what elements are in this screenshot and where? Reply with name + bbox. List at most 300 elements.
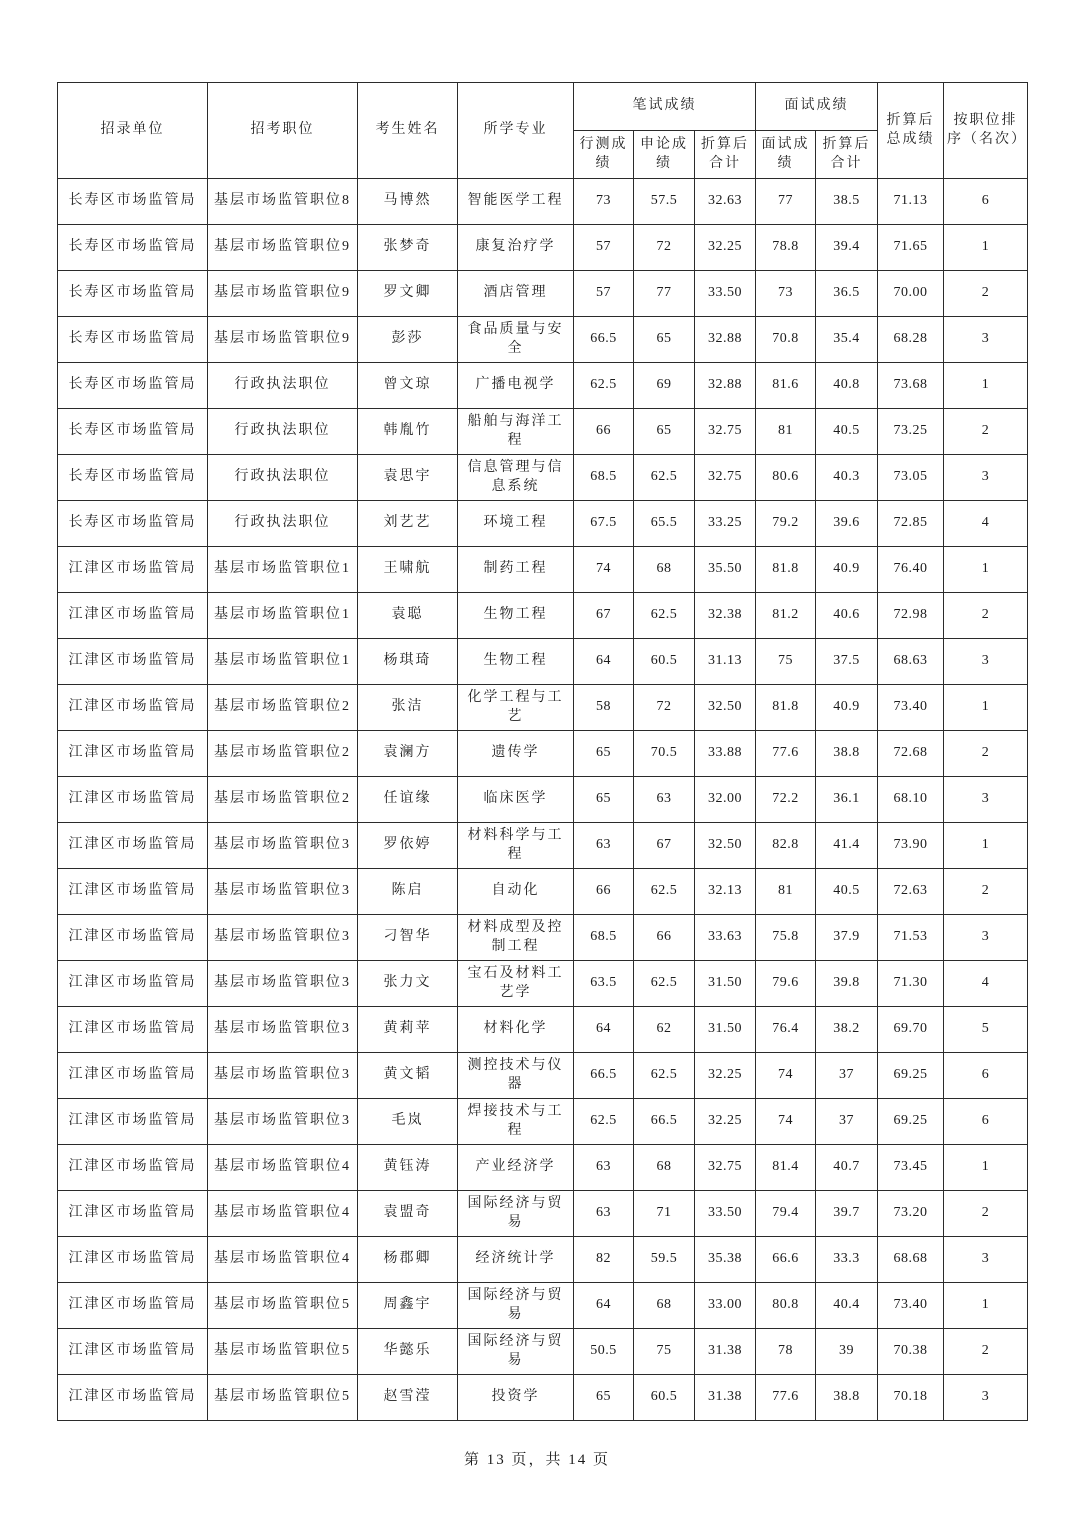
cell-interview-score: 76.4 [756,1007,816,1053]
cell-xingce-score: 64 [574,1283,634,1329]
cell-position: 基层市场监管职位3 [208,961,358,1007]
cell-interview-score: 74 [756,1053,816,1099]
header-written-group: 笔试成绩 [574,83,756,131]
table-row [58,1145,1028,1191]
cell-interview-converted: 37.9 [816,915,878,961]
cell-rank: 4 [944,501,1028,547]
cell-rank: 2 [944,1329,1028,1375]
cell-total-converted: 69.25 [878,1099,944,1145]
cell-interview-converted: 40.4 [816,1283,878,1329]
cell-xingce-score: 57 [574,225,634,271]
cell-rank: 1 [944,823,1028,869]
cell-xingce-score: 62.5 [574,363,634,409]
cell-major: 食品质量与安全 [458,317,574,363]
cell-xingce-score: 66.5 [574,1053,634,1099]
cell-shenlun-score: 60.5 [634,639,695,685]
cell-rank: 3 [944,639,1028,685]
cell-total-converted: 68.63 [878,639,944,685]
table-row [58,317,1028,363]
cell-unit: 长寿区市场监管局 [58,271,208,317]
cell-xingce-score: 66 [574,409,634,455]
cell-major: 材料化学 [458,1007,574,1053]
header-interview-score: 面试成绩 [756,131,816,179]
table-row [58,777,1028,823]
cell-candidate-name: 曾文琼 [358,363,458,409]
cell-major: 国际经济与贸易 [458,1283,574,1329]
cell-unit: 江津区市场监管局 [58,1283,208,1329]
cell-interview-converted: 40.5 [816,409,878,455]
cell-rank: 2 [944,1191,1028,1237]
cell-unit: 长寿区市场监管局 [58,409,208,455]
cell-unit: 江津区市场监管局 [58,1099,208,1145]
cell-unit: 江津区市场监管局 [58,731,208,777]
table-row [58,639,1028,685]
cell-total-converted: 72.85 [878,501,944,547]
cell-rank: 1 [944,1145,1028,1191]
table-row [58,179,1028,225]
cell-major: 康复治疗学 [458,225,574,271]
table-row [58,961,1028,1007]
cell-written-total: 32.38 [695,593,756,639]
cell-shenlun-score: 62.5 [634,961,695,1007]
cell-rank: 3 [944,1237,1028,1283]
cell-shenlun-score: 69 [634,363,695,409]
cell-unit: 江津区市场监管局 [58,823,208,869]
cell-total-converted: 76.40 [878,547,944,593]
cell-total-converted: 73.40 [878,1283,944,1329]
cell-xingce-score: 66 [574,869,634,915]
table-row [58,1329,1028,1375]
cell-interview-score: 82.8 [756,823,816,869]
table-row [58,409,1028,455]
cell-major: 材料科学与工程 [458,823,574,869]
cell-written-total: 31.50 [695,961,756,1007]
cell-written-total: 32.25 [695,1053,756,1099]
cell-shenlun-score: 62 [634,1007,695,1053]
cell-rank: 2 [944,271,1028,317]
cell-position: 基层市场监管职位9 [208,317,358,363]
cell-candidate-name: 刘艺艺 [358,501,458,547]
cell-rank: 3 [944,1375,1028,1421]
header-total-converted: 折算后总成绩 [878,83,944,179]
cell-candidate-name: 袁思宇 [358,455,458,501]
cell-interview-converted: 40.9 [816,685,878,731]
cell-xingce-score: 63 [574,823,634,869]
cell-total-converted: 71.53 [878,915,944,961]
cell-interview-score: 81.6 [756,363,816,409]
table-row [58,1191,1028,1237]
cell-candidate-name: 罗依婷 [358,823,458,869]
cell-shenlun-score: 62.5 [634,593,695,639]
cell-candidate-name: 华懿乐 [358,1329,458,1375]
cell-candidate-name: 张梦奇 [358,225,458,271]
cell-interview-score: 75 [756,639,816,685]
cell-xingce-score: 65 [574,1375,634,1421]
cell-interview-score: 70.8 [756,317,816,363]
cell-major: 遗传学 [458,731,574,777]
cell-total-converted: 73.05 [878,455,944,501]
cell-interview-converted: 40.9 [816,547,878,593]
cell-candidate-name: 黄莉苹 [358,1007,458,1053]
cell-interview-converted: 37 [816,1099,878,1145]
cell-shenlun-score: 71 [634,1191,695,1237]
cell-candidate-name: 杨琪琦 [358,639,458,685]
table-row [58,225,1028,271]
cell-shenlun-score: 66 [634,915,695,961]
cell-shenlun-score: 63 [634,777,695,823]
cell-major: 经济统计学 [458,1237,574,1283]
cell-interview-converted: 37 [816,1053,878,1099]
cell-shenlun-score: 66.5 [634,1099,695,1145]
cell-major: 环境工程 [458,501,574,547]
cell-shenlun-score: 72 [634,225,695,271]
cell-rank: 3 [944,915,1028,961]
cell-interview-score: 78.8 [756,225,816,271]
cell-candidate-name: 黄文韬 [358,1053,458,1099]
cell-candidate-name: 陈启 [358,869,458,915]
cell-unit: 江津区市场监管局 [58,639,208,685]
header-shenlun: 申论成绩 [634,131,695,179]
table-row [58,1375,1028,1421]
page-number-footer: 第 13 页，共 14 页 [463,1452,610,1468]
cell-rank: 2 [944,409,1028,455]
cell-major: 酒店管理 [458,271,574,317]
cell-rank: 3 [944,777,1028,823]
cell-candidate-name: 王啸航 [358,547,458,593]
table-row [58,1237,1028,1283]
cell-written-total: 33.63 [695,915,756,961]
table-row [58,869,1028,915]
score-table [57,82,1028,1421]
cell-position: 基层市场监管职位1 [208,639,358,685]
cell-rank: 4 [944,961,1028,1007]
cell-interview-score: 74 [756,1099,816,1145]
cell-xingce-score: 63 [574,1145,634,1191]
header-rank: 按职位排序（名次） [944,83,1028,179]
cell-position: 基层市场监管职位1 [208,547,358,593]
cell-position: 基层市场监管职位1 [208,593,358,639]
cell-interview-score: 81 [756,409,816,455]
cell-position: 基层市场监管职位3 [208,869,358,915]
cell-interview-converted: 33.3 [816,1237,878,1283]
header-major: 所学专业 [458,83,574,179]
cell-rank: 1 [944,225,1028,271]
cell-total-converted: 73.40 [878,685,944,731]
cell-major: 宝石及材料工艺学 [458,961,574,1007]
cell-total-converted: 71.13 [878,179,944,225]
cell-xingce-score: 57 [574,271,634,317]
table-row [58,501,1028,547]
cell-interview-score: 79.6 [756,961,816,1007]
cell-major: 生物工程 [458,639,574,685]
cell-position: 基层市场监管职位3 [208,1053,358,1099]
table-row [58,915,1028,961]
cell-interview-converted: 41.4 [816,823,878,869]
cell-rank: 2 [944,593,1028,639]
cell-candidate-name: 赵雪滢 [358,1375,458,1421]
cell-total-converted: 68.10 [878,777,944,823]
cell-major: 焊接技术与工程 [458,1099,574,1145]
cell-interview-score: 81.8 [756,685,816,731]
cell-position: 行政执法职位 [208,455,358,501]
cell-candidate-name: 马博然 [358,179,458,225]
cell-written-total: 32.75 [695,455,756,501]
cell-rank: 6 [944,179,1028,225]
cell-major: 国际经济与贸易 [458,1329,574,1375]
cell-xingce-score: 64 [574,1007,634,1053]
cell-major: 信息管理与信息系统 [458,455,574,501]
cell-xingce-score: 68.5 [574,915,634,961]
cell-candidate-name: 袁澜方 [358,731,458,777]
cell-written-total: 33.88 [695,731,756,777]
cell-xingce-score: 82 [574,1237,634,1283]
cell-candidate-name: 毛岚 [358,1099,458,1145]
cell-interview-score: 81.8 [756,547,816,593]
cell-position: 行政执法职位 [208,409,358,455]
cell-written-total: 35.50 [695,547,756,593]
table-row [58,685,1028,731]
cell-position: 基层市场监管职位8 [208,179,358,225]
cell-interview-score: 77.6 [756,731,816,777]
cell-xingce-score: 65 [574,777,634,823]
cell-unit: 江津区市场监管局 [58,685,208,731]
cell-xingce-score: 65 [574,731,634,777]
cell-xingce-score: 63.5 [574,961,634,1007]
cell-interview-score: 77.6 [756,1375,816,1421]
cell-unit: 江津区市场监管局 [58,547,208,593]
cell-major: 船舶与海洋工程 [458,409,574,455]
cell-unit: 江津区市场监管局 [58,915,208,961]
header-row-groups [58,83,1028,131]
cell-rank: 6 [944,1099,1028,1145]
cell-total-converted: 72.98 [878,593,944,639]
table-row [58,1099,1028,1145]
cell-candidate-name: 袁聪 [358,593,458,639]
cell-written-total: 32.75 [695,409,756,455]
cell-shenlun-score: 67 [634,823,695,869]
cell-unit: 江津区市场监管局 [58,777,208,823]
cell-written-total: 32.75 [695,1145,756,1191]
cell-position: 行政执法职位 [208,363,358,409]
cell-total-converted: 70.38 [878,1329,944,1375]
cell-candidate-name: 韩胤竹 [358,409,458,455]
cell-total-converted: 70.00 [878,271,944,317]
cell-unit: 江津区市场监管局 [58,1375,208,1421]
cell-total-converted: 69.25 [878,1053,944,1099]
cell-written-total: 33.25 [695,501,756,547]
cell-interview-score: 79.4 [756,1191,816,1237]
cell-interview-converted: 39.7 [816,1191,878,1237]
cell-candidate-name: 罗文卿 [358,271,458,317]
cell-written-total: 33.50 [695,1191,756,1237]
cell-total-converted: 72.68 [878,731,944,777]
cell-rank: 3 [944,455,1028,501]
cell-position: 基层市场监管职位3 [208,1007,358,1053]
cell-unit: 长寿区市场监管局 [58,363,208,409]
cell-shenlun-score: 75 [634,1329,695,1375]
cell-interview-converted: 38.2 [816,1007,878,1053]
cell-rank: 2 [944,869,1028,915]
cell-rank: 5 [944,1007,1028,1053]
cell-candidate-name: 张力文 [358,961,458,1007]
cell-xingce-score: 73 [574,179,634,225]
cell-rank: 1 [944,685,1028,731]
cell-written-total: 32.50 [695,823,756,869]
table-row [58,1283,1028,1329]
cell-major: 智能医学工程 [458,179,574,225]
table-row [58,455,1028,501]
cell-interview-converted: 39.4 [816,225,878,271]
cell-unit: 长寿区市场监管局 [58,455,208,501]
cell-total-converted: 71.30 [878,961,944,1007]
cell-major: 临床医学 [458,777,574,823]
cell-written-total: 32.25 [695,225,756,271]
cell-major: 测控技术与仪器 [458,1053,574,1099]
cell-interview-converted: 40.5 [816,869,878,915]
cell-candidate-name: 袁盟奇 [358,1191,458,1237]
cell-candidate-name: 彭莎 [358,317,458,363]
cell-xingce-score: 62.5 [574,1099,634,1145]
cell-total-converted: 73.90 [878,823,944,869]
cell-interview-score: 78 [756,1329,816,1375]
cell-rank: 1 [944,363,1028,409]
cell-xingce-score: 66.5 [574,317,634,363]
table-row [58,271,1028,317]
cell-shenlun-score: 60.5 [634,1375,695,1421]
cell-shenlun-score: 65.5 [634,501,695,547]
cell-interview-score: 66.6 [756,1237,816,1283]
cell-total-converted: 73.68 [878,363,944,409]
cell-interview-converted: 36.1 [816,777,878,823]
header-unit: 招录单位 [58,83,208,179]
cell-position: 基层市场监管职位3 [208,915,358,961]
cell-written-total: 35.38 [695,1237,756,1283]
cell-major: 投资学 [458,1375,574,1421]
cell-written-total: 32.25 [695,1099,756,1145]
cell-shenlun-score: 62.5 [634,1053,695,1099]
cell-xingce-score: 67.5 [574,501,634,547]
cell-interview-converted: 35.4 [816,317,878,363]
cell-interview-score: 80.8 [756,1283,816,1329]
table-body [58,179,1028,1421]
cell-position: 基层市场监管职位9 [208,225,358,271]
cell-interview-converted: 38.8 [816,1375,878,1421]
cell-xingce-score: 67 [574,593,634,639]
header-written-total: 折算后合计 [695,131,756,179]
table-row [58,1053,1028,1099]
table-row [58,547,1028,593]
cell-candidate-name: 周鑫宇 [358,1283,458,1329]
cell-unit: 长寿区市场监管局 [58,501,208,547]
cell-position: 基层市场监管职位5 [208,1329,358,1375]
cell-interview-converted: 40.7 [816,1145,878,1191]
table-header [58,83,1028,179]
cell-interview-score: 80.6 [756,455,816,501]
cell-position: 基层市场监管职位2 [208,731,358,777]
cell-position: 基层市场监管职位3 [208,823,358,869]
cell-major: 生物工程 [458,593,574,639]
cell-position: 基层市场监管职位5 [208,1375,358,1421]
cell-interview-score: 81.4 [756,1145,816,1191]
cell-written-total: 33.50 [695,271,756,317]
cell-unit: 江津区市场监管局 [58,869,208,915]
cell-xingce-score: 68.5 [574,455,634,501]
cell-interview-converted: 38.8 [816,731,878,777]
cell-candidate-name: 杨郡卿 [358,1237,458,1283]
cell-xingce-score: 63 [574,1191,634,1237]
cell-interview-converted: 39.6 [816,501,878,547]
header-candidate-name: 考生姓名 [358,83,458,179]
cell-position: 基层市场监管职位2 [208,777,358,823]
cell-shenlun-score: 72 [634,685,695,731]
cell-interview-score: 81.2 [756,593,816,639]
cell-unit: 江津区市场监管局 [58,1007,208,1053]
cell-interview-converted: 38.5 [816,179,878,225]
table-row [58,731,1028,777]
cell-shenlun-score: 65 [634,317,695,363]
cell-interview-score: 73 [756,271,816,317]
cell-unit: 江津区市场监管局 [58,961,208,1007]
cell-interview-score: 77 [756,179,816,225]
cell-unit: 江津区市场监管局 [58,1053,208,1099]
cell-total-converted: 73.20 [878,1191,944,1237]
cell-written-total: 32.88 [695,317,756,363]
cell-written-total: 32.00 [695,777,756,823]
table-row [58,1007,1028,1053]
cell-written-total: 31.13 [695,639,756,685]
cell-total-converted: 69.70 [878,1007,944,1053]
cell-unit: 江津区市场监管局 [58,1191,208,1237]
cell-interview-converted: 40.6 [816,593,878,639]
cell-unit: 长寿区市场监管局 [58,225,208,271]
cell-major: 广播电视学 [458,363,574,409]
cell-interview-converted: 40.3 [816,455,878,501]
cell-written-total: 31.38 [695,1329,756,1375]
cell-interview-score: 75.8 [756,915,816,961]
header-xingce: 行测成绩 [574,131,634,179]
table-row [58,823,1028,869]
cell-unit: 江津区市场监管局 [58,1237,208,1283]
cell-unit: 长寿区市场监管局 [58,179,208,225]
cell-xingce-score: 50.5 [574,1329,634,1375]
cell-shenlun-score: 62.5 [634,869,695,915]
cell-xingce-score: 74 [574,547,634,593]
cell-major: 国际经济与贸易 [458,1191,574,1237]
cell-candidate-name: 刁智华 [358,915,458,961]
cell-total-converted: 70.18 [878,1375,944,1421]
cell-interview-score: 81 [756,869,816,915]
cell-shenlun-score: 62.5 [634,455,695,501]
cell-written-total: 32.50 [695,685,756,731]
cell-shenlun-score: 65 [634,409,695,455]
cell-candidate-name: 黄钰涛 [358,1145,458,1191]
cell-position: 基层市场监管职位3 [208,1099,358,1145]
header-interview-converted: 折算后合计 [816,131,878,179]
cell-interview-score: 72.2 [756,777,816,823]
cell-written-total: 32.13 [695,869,756,915]
cell-written-total: 31.38 [695,1375,756,1421]
cell-position: 基层市场监管职位5 [208,1283,358,1329]
cell-interview-converted: 39 [816,1329,878,1375]
header-position: 招考职位 [208,83,358,179]
cell-interview-converted: 40.8 [816,363,878,409]
cell-shenlun-score: 70.5 [634,731,695,777]
cell-shenlun-score: 77 [634,271,695,317]
cell-total-converted: 68.28 [878,317,944,363]
cell-shenlun-score: 68 [634,1145,695,1191]
cell-xingce-score: 64 [574,639,634,685]
cell-candidate-name: 任谊缘 [358,777,458,823]
